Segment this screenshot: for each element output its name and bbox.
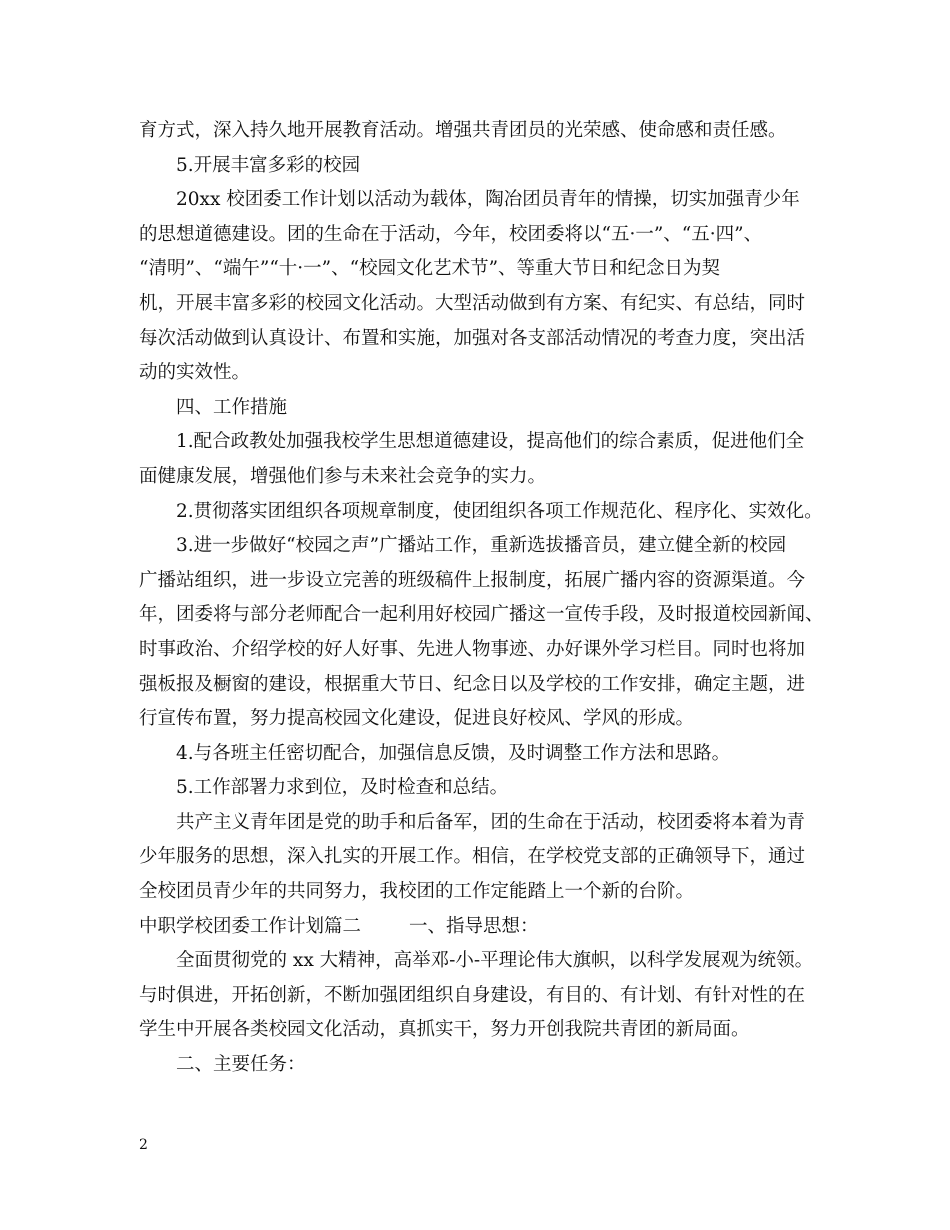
text-line: 全校团员青少年的共同努力，我校团的工作定能踏上一个新的台阶。 [139,881,695,903]
text-line: 机，开展丰富多彩的校园文化活动。大型活动做到有方案、有纪实、有总结，同时 [139,292,806,314]
text-line: 时事政治、介绍学校的好人好事、先进人物事迹、办好课外学习栏目。同时也将加 [139,638,806,660]
text-line: 少年服务的思想，深入扎实的开展工作。相信，在学校党支部的正确领导下，通过 [139,846,806,868]
text-line: 动的实效性。 [139,362,251,384]
text-line: 与时俱进，开拓创新，不断加强团组织自身建设，有目的、有计划、有针对性的在 [139,984,806,1006]
text-line: 行宣传布置，努力提高校园文化建设，促进良好校风、学风的形成。 [139,708,695,730]
text-line: 共产主义青年团是党的助手和后备军，团的生命在于活动，校团委将本着为青 [176,811,806,833]
text-line: 广播站组织，进一步设立完善的班级稿件上报制度，拓展广播内容的资源渠道。今 [139,569,806,591]
text-line: 5.开展丰富多彩的校园 [176,154,361,176]
text-line: 5.工作部署力求到位，及时检查和总结。 [176,777,509,799]
text-line: 3.进一步做好“校园之声”广播站工作，重新选拔播音员，建立健全新的校园 [176,535,787,557]
section-title-line [139,910,829,945]
text-line: 育方式，深入持久地开展教育活动。增强共青团员的光荣感、使命感和责任感。 [139,120,787,141]
text-line: 的思想道德建设。团的生命在于活动，今年，校团委将以“五·一”、“五·四”、 [139,223,763,245]
text-line: 学生中开展各类校园文化活动，真抓实干，努力开创我院共青团的新局面。 [139,1019,750,1041]
text-line: 1.配合政教处加强我校学生思想道德建设，提高他们的综合素质，促进他们全 [176,431,805,453]
text-line: “清明”、“端午”“十·一”、“校园文化艺术节”、等重大节日和纪念日为契 [139,258,721,280]
text-line: 年，团委将与部分老师配合一起利用好校园广播这一宣传手段，及时报道校园新闻、 [139,604,824,626]
text-line: 强板报及橱窗的建设，根据重大节日、纪念日以及学校的工作安排，确定主题，进 [139,673,806,695]
text-line: 2.贯彻落实团组织各项规章制度，使团组织各项工作规范化、程序化、实效化。 [176,500,823,522]
page-number: 2 [139,1137,148,1153]
section-heading: 四、工作措施 [176,396,288,418]
section-heading: 二、主要任务： [176,1054,306,1076]
text-line: 每次活动做到认真设计、布置和实施，加强对各支部活动情况的考查力度，突出活 [139,327,806,349]
text-line: 4.与各班主任密切配合，加强信息反馈，及时调整工作方法和思路。 [176,742,731,764]
document-body [139,114,829,1083]
section-heading: 一、指导思想： [409,915,539,937]
text-line: 全面贯彻党的 xx 大精神，高举邓-小-平理论伟大旗帜，以科学发展观为统领。 [176,950,814,972]
document-title: 中职学校团委工作计划篇二 [139,915,362,937]
text-line: 面健康发展，增强他们参与未来社会竞争的实力。 [139,465,547,487]
text-line: 20xx 校团委工作计划以活动为载体，陶冶团员青年的情操，切实加强青少年 [176,189,800,211]
